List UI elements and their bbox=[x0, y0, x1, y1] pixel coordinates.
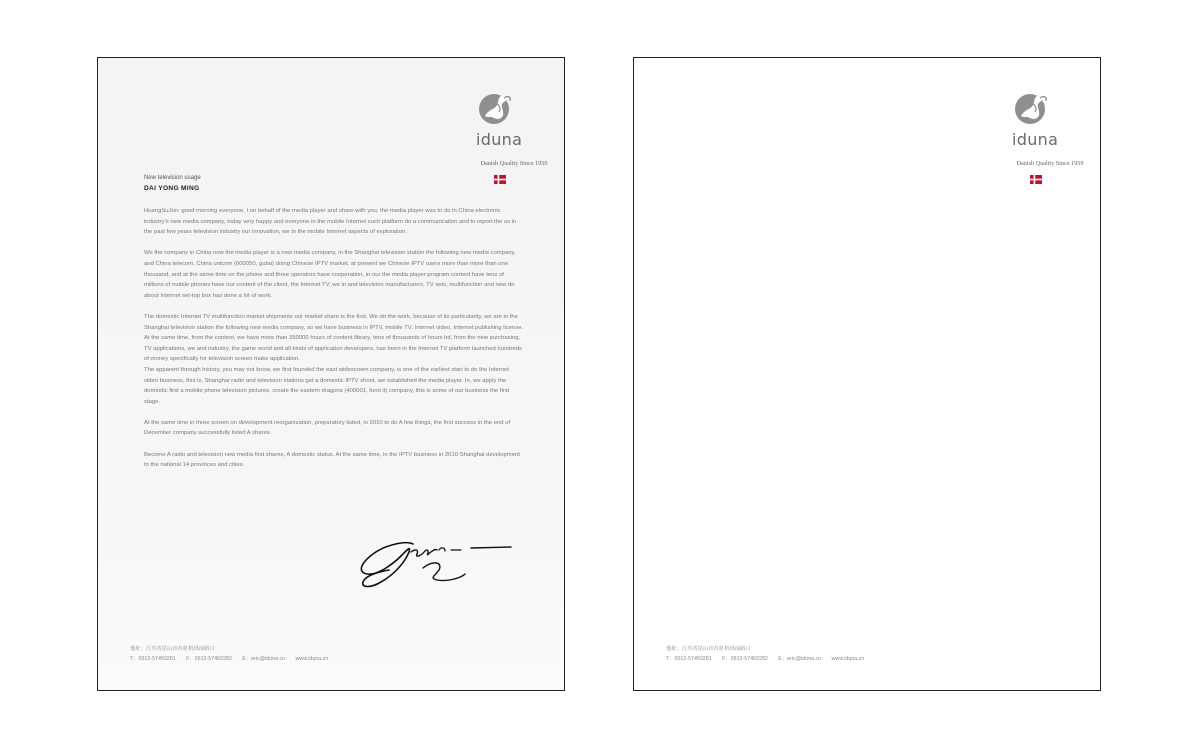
letter-paragraph: HuangSuJun: good morning everyone, I on behalf of the media player and share with you, the media player was to do in China electronic industry's new media company, today very happy and everyone in the mobile Internet such platform do a communication and to report the us in the past few years television industry our innovation, we in the mobile Internet aspects of exploration. bbox=[144, 208, 517, 236]
footer-email: E：eric@iduna.cn bbox=[778, 656, 822, 662]
letterhead-sheet-with-letter bbox=[97, 57, 565, 691]
letter-paragraph: Become A radio and television new media first shares, A domestic status. At the same time, in the IPTV business in 2010 Shanghai development to the national 14 provinces and cities. bbox=[144, 451, 520, 469]
letter-recipient: DAI YONG MING bbox=[144, 185, 200, 192]
letter-paragraph: We the company in China now the media player is a new media company, in the Shanghai television station the following new media company, and China telecom, China unicom (600050, guba) doing Chinese IPTV market, at present we Chinese IPTV users more than more than one thousand, and at the same time on the phone and three operators have cooperation, in our the media player program content have tens of millions of mobile phones have our content of the client, the Internet TV, we in and television manufacturers, TV sets, multifunction and new do about Internet set-top box has done a lot of work. bbox=[144, 250, 516, 299]
footer-fax: F：0512-57450282 bbox=[722, 656, 768, 662]
brand-name: iduna bbox=[1012, 130, 1059, 149]
footer-contact bbox=[130, 644, 337, 664]
footer-email: E：eric@iduna.cn bbox=[242, 656, 286, 662]
letter-subtitle: New television usage bbox=[144, 175, 201, 181]
footer-tel: T：0512-57450281 bbox=[666, 656, 712, 662]
footer-contact-row bbox=[666, 654, 873, 664]
denmark-flag-icon bbox=[494, 175, 506, 184]
mermaid-logo-icon bbox=[1013, 92, 1049, 126]
footer-address: 地址：江苏省昆山市苏虹机场南路口 bbox=[130, 646, 215, 652]
brand-name: iduna bbox=[476, 130, 523, 149]
brand-tagline: Danish Quality Since 1959 bbox=[480, 160, 548, 167]
brand-tagline: Danish Quality Since 1959 bbox=[1016, 160, 1084, 167]
footer-contact-row bbox=[130, 654, 337, 664]
footer-contact bbox=[666, 644, 873, 664]
letter-paragraph: The domestic Internet TV multifunction market shipments our market share is the first. We do the work, because of its particularity, we are in the Shanghai television station the following new media company, so we have business in IPTV, mobile TV, Internet video, Internet publishing license. At the same time, from the content, we have more than 350000 hours of content library, tens of thousands of hours hd, from the new purchasing, TV applications, we and industry, the game world and all kinds of application developers, has been in the Internet TV platform launched hundreds of money specifically for television screen make application. bbox=[144, 313, 524, 363]
footer-address: 地址：江苏省昆山市苏虹机场南路口 bbox=[666, 646, 751, 652]
footer-tel: T：0512-57450281 bbox=[130, 656, 176, 662]
brand-block bbox=[994, 88, 1094, 183]
denmark-flag-icon bbox=[1030, 175, 1042, 184]
footer-website: www.iduna.cn bbox=[295, 656, 329, 662]
footer-fax: F：0512-57450282 bbox=[186, 656, 232, 662]
letter-paragraph: At the same time in three screen on development reorganization, preparatory listed, in 2010 to do A few things, the first success in the end of December company successfully listed A shares. bbox=[144, 419, 511, 437]
letterhead-sheet-blank bbox=[633, 57, 1101, 691]
mermaid-logo-icon bbox=[477, 92, 513, 126]
brand-block bbox=[458, 88, 558, 183]
letter-paragraph: The apparent through history, you may not know, we first founded the east widescreen company, is one of the earliest start to do the Internet video business, this is, Shanghai radio and television stations get a domestic IPTV shoot, we established the media player. In, we apply the domestic first a mobile phone television pictures, create the eastern dragons (400001, fund it) company, this is some of our business the first stage. bbox=[144, 366, 510, 405]
footer-website: www.iduna.cn bbox=[831, 656, 865, 662]
handwritten-signature bbox=[353, 530, 518, 590]
letter-body bbox=[144, 206, 524, 481]
